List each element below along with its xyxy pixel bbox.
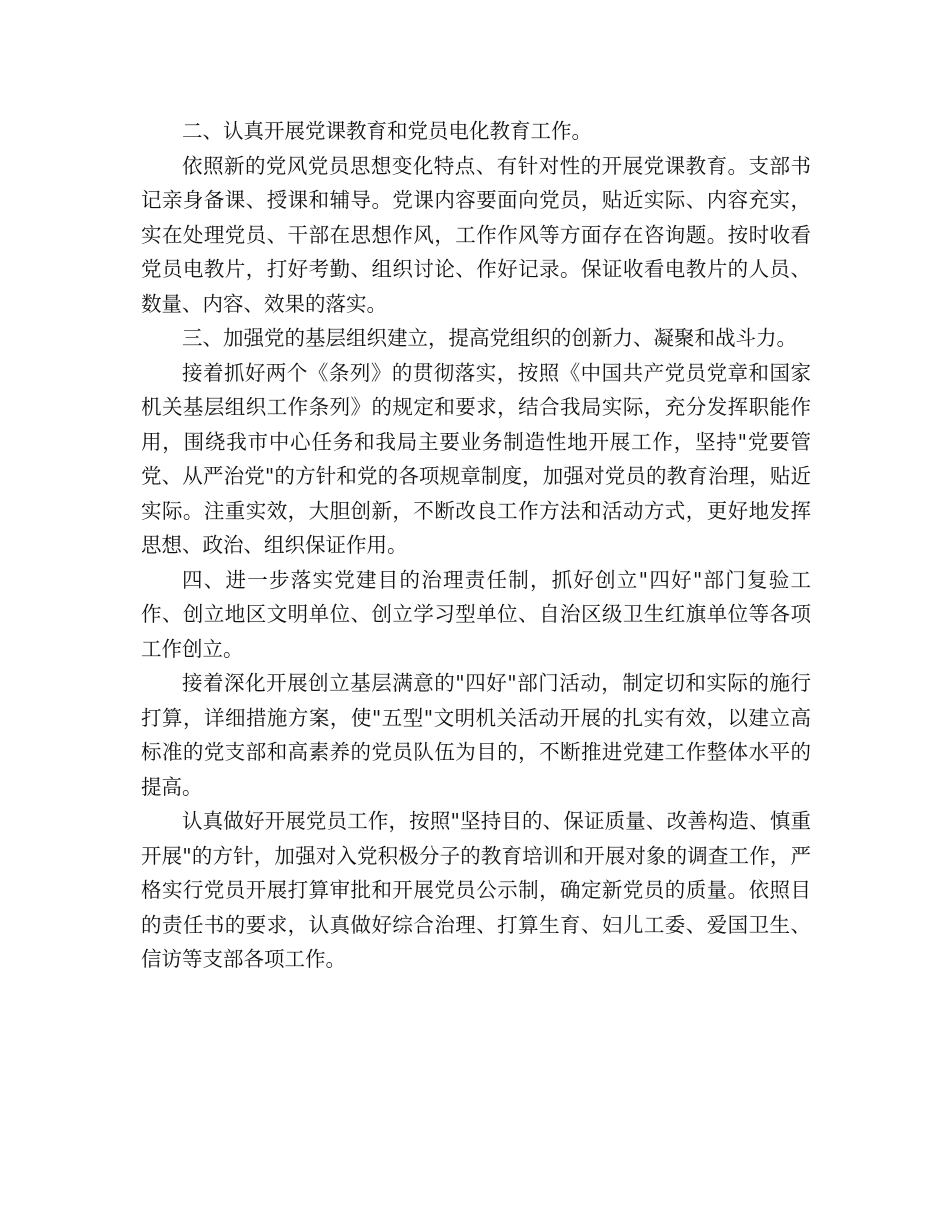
heading-section-two: 二、认真开展党课教育和党员电化教育工作。 (182, 119, 592, 143)
heading-section-four: 四、进一步落实党建目的治理责任制，抓好创立"四好"部门复验工作、创立地区文明单位、创立学习型单位、自治区级卫生红旗单位等各项工作创立。 (141, 567, 811, 661)
paragraph-regulations: 接着抓好两个《条列》的贯彻落实，按照《中国共产党员党章和国家机关基层组织工作条列》的规定和要求，结合我局实际，充分发挥职能作用，围绕我市中心任务和我局主要业务制造性地开展工作，坚持"党要管党、从严治党"的方针和党的各项规章制度，加强对党员的教育治理，贴近实际。注重实效，大胆创新，不断改良工作方法和活动方式，更好地发挥思想、政治、组织保证作用。 (141, 360, 811, 557)
paragraph-member-development: 认真做好开展党员工作，按照"坚持目的、保证质量、改善构造、慎重开展"的方针，加强对入党积极分子的教育培训和开展对象的调查工作，严格实行党员开展打算审批和开展党员公示制，确定新党员的质量。依照目的责任书的要求，认真做好综合治理、打算生育、妇儿工委、爱国卫生、信访等支部各项工作。 (141, 809, 811, 971)
heading-section-three: 三、加强党的基层组织建立，提高党组织的创新力、凝聚和战斗力。 (182, 326, 797, 350)
document-body (141, 114, 811, 977)
paragraph-party-lessons: 依照新的党风党员思想变化特点、有针对性的开展党课教育。支部书记亲身备课、授课和辅导。党课内容要面向党员，贴近实际、内容充实，实在处理党员、干部在思想作风，工作作风等方面存在咨询题。按时收看党员电教片，打好考勤、组织讨论、作好记录。保证收看电教片的人员、数量、内容、效果的落实。 (141, 153, 811, 316)
paragraph-four-good-activity: 接着深化开展创立基层满意的"四好"部门活动，制定切和实际的施行打算，详细措施方案，使"五型"文明机关活动开展的扎实有效，以建立高标准的党支部和高素养的党员队伍为目的，不断推进党建工作整体水平的提高。 (141, 671, 811, 799)
